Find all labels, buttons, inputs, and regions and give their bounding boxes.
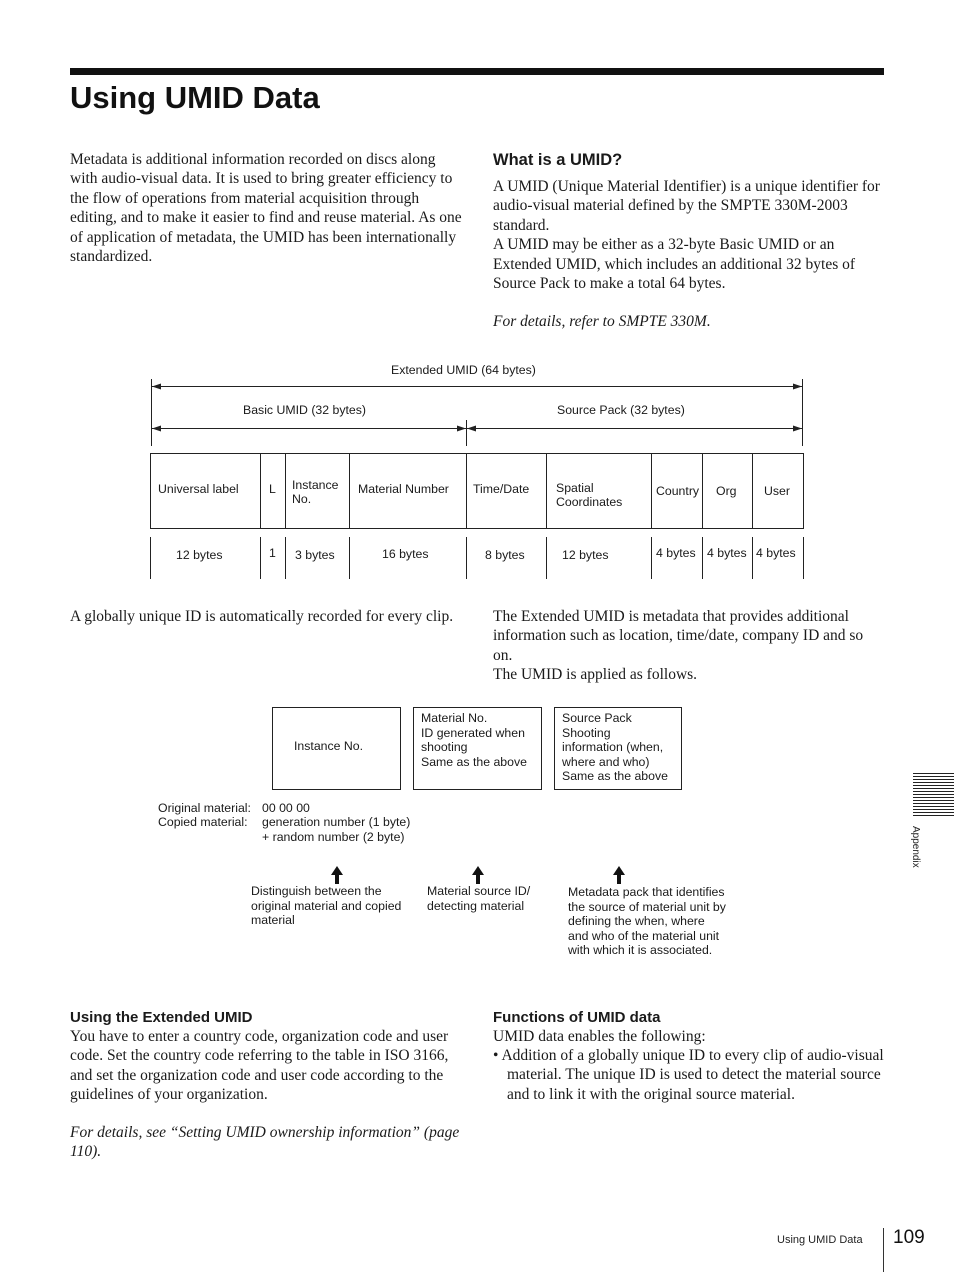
field-instance-no: Instance No. — [292, 478, 339, 506]
extended-umid-label: Extended UMID (64 bytes) — [391, 363, 536, 377]
copied-material-label: Copied material: — [158, 815, 248, 829]
intro-paragraph: Metadata is additional information recorded on discs along with audio-visual data. It is used to bring greater efficiency to the flow of operations from material acquisition through editing, and to make it easier to find and reuse material. As one of application of metadata, the UMID has been internationally standardized. — [70, 151, 462, 266]
page-title: Using UMID Data — [70, 80, 320, 115]
extended-umid-para2: The UMID is applied as follows. — [493, 666, 698, 684]
material-no-box-line1: Material No. — [421, 711, 488, 725]
note-material: Material source ID/ detecting material — [427, 884, 531, 913]
material-no-box — [413, 707, 542, 790]
basic-arrowhead-right — [457, 426, 466, 432]
copied-material-value1: generation number (1 byte) — [262, 815, 411, 829]
what-is-umid-para1: A UMID (Unique Material Identifier) is a unique identifier for audio-visual material defined by the SMPTE 330M-2003 standard. — [493, 178, 880, 234]
bytes-instance-no: 3 bytes — [295, 548, 335, 562]
basic-umid-label: Basic UMID (32 bytes) — [243, 403, 366, 417]
bytes-time-date: 8 bytes — [485, 548, 525, 562]
copied-material-value2: + random number (2 byte) — [262, 830, 405, 844]
umid-structure-diagram — [0, 0, 954, 600]
instance-no-box-label: Instance No. — [294, 739, 364, 753]
functions-heading: Functions of UMID data — [493, 1009, 661, 1026]
material-no-box-line3: Same as the above — [421, 754, 527, 769]
field-user: User — [764, 484, 790, 498]
functions-bullet: • Addition of a globally unique ID to every clip of audio-visual material. The unique ID is used to detect the material source and to link it with the original source material. — [493, 1047, 884, 1103]
extended-umid-para1: The Extended UMID is metadata that provides additional information such as location, time/date, company ID and so on. — [493, 608, 864, 664]
field-universal-label: Universal label — [158, 482, 239, 496]
note-source-pack: Metadata pack that identifies the source of material unit by defining the when, where and who of the material unit with which it is associated. — [568, 885, 726, 958]
extended-umid-paragraph — [493, 607, 885, 685]
using-extended-umid-heading: Using the Extended UMID — [70, 1009, 253, 1026]
bytes-length: 1 — [269, 546, 276, 560]
what-is-umid-para2: A UMID may be either as a 32-byte Basic UMID or an Extended UMID, which includes an additional 32 bytes of Source Pack to make a total 64 bytes. — [493, 236, 856, 293]
extended-arrowhead-right — [793, 384, 802, 390]
note-instance: Distinguish between the original material and copied material — [251, 884, 402, 928]
arrow-up-icon — [613, 866, 625, 884]
field-length: L — [269, 482, 276, 496]
source-pack-box-line3: Same as the above — [562, 769, 668, 784]
functions-intro: UMID data enables the following: — [493, 1028, 706, 1045]
source-pack-box-line2: Shooting information (when, where and who) — [562, 725, 664, 769]
field-material-number: Material Number — [358, 482, 449, 496]
ownership-reference: For details, see “Setting UMID ownership information” (page 110). — [70, 1124, 460, 1161]
extended-arrowhead-left — [152, 384, 161, 390]
basic-arrowhead-left — [152, 426, 161, 432]
bytes-universal-label: 12 bytes — [176, 548, 223, 562]
what-is-umid-heading: What is a UMID? — [493, 151, 623, 169]
field-spatial-coordinates: Spatial Coordinates — [556, 481, 623, 509]
source-pack-arrowhead-left — [467, 426, 476, 432]
bytes-org: 4 bytes — [707, 546, 747, 560]
source-pack-arrowhead-right — [793, 426, 802, 432]
material-no-box-line2: ID generated when shooting — [421, 725, 525, 755]
source-pack-box-line1: Source Pack — [562, 711, 632, 725]
page-number: 109 — [893, 1227, 925, 1248]
original-material-label: Original material: — [158, 801, 251, 815]
arrow-up-icon — [331, 866, 343, 884]
globally-unique-paragraph: A globally unique ID is automatically recorded for every clip. — [70, 608, 454, 625]
source-pack-box — [554, 707, 682, 790]
instance-no-box — [272, 707, 401, 790]
field-time-date: Time/Date — [473, 482, 530, 496]
field-org: Org — [716, 484, 737, 498]
bytes-country: 4 bytes — [656, 546, 696, 560]
arrow-up-icon — [472, 866, 484, 884]
footer-divider — [883, 1228, 884, 1272]
section-tab-label — [905, 826, 927, 876]
original-material-value: 00 00 00 — [262, 801, 310, 815]
appendix-label: Appendix — [910, 826, 921, 868]
smpte-reference: For details, refer to SMPTE 330M. — [493, 313, 711, 330]
using-extended-umid-body: You have to enter a country code, organization code and user code. Set the country code referring to the table in ISO 3166, and set the organization code and user code according to the guidelines of your organization. — [70, 1028, 449, 1104]
footer-section-label: Using UMID Data — [777, 1234, 863, 1246]
bytes-user: 4 bytes — [756, 546, 796, 560]
section-tab-marker — [913, 773, 954, 817]
source-pack-label: Source Pack (32 bytes) — [557, 403, 685, 417]
bytes-material-number: 16 bytes — [382, 547, 429, 561]
bytes-spatial-coordinates: 12 bytes — [562, 548, 609, 562]
field-country: Country — [656, 484, 700, 498]
